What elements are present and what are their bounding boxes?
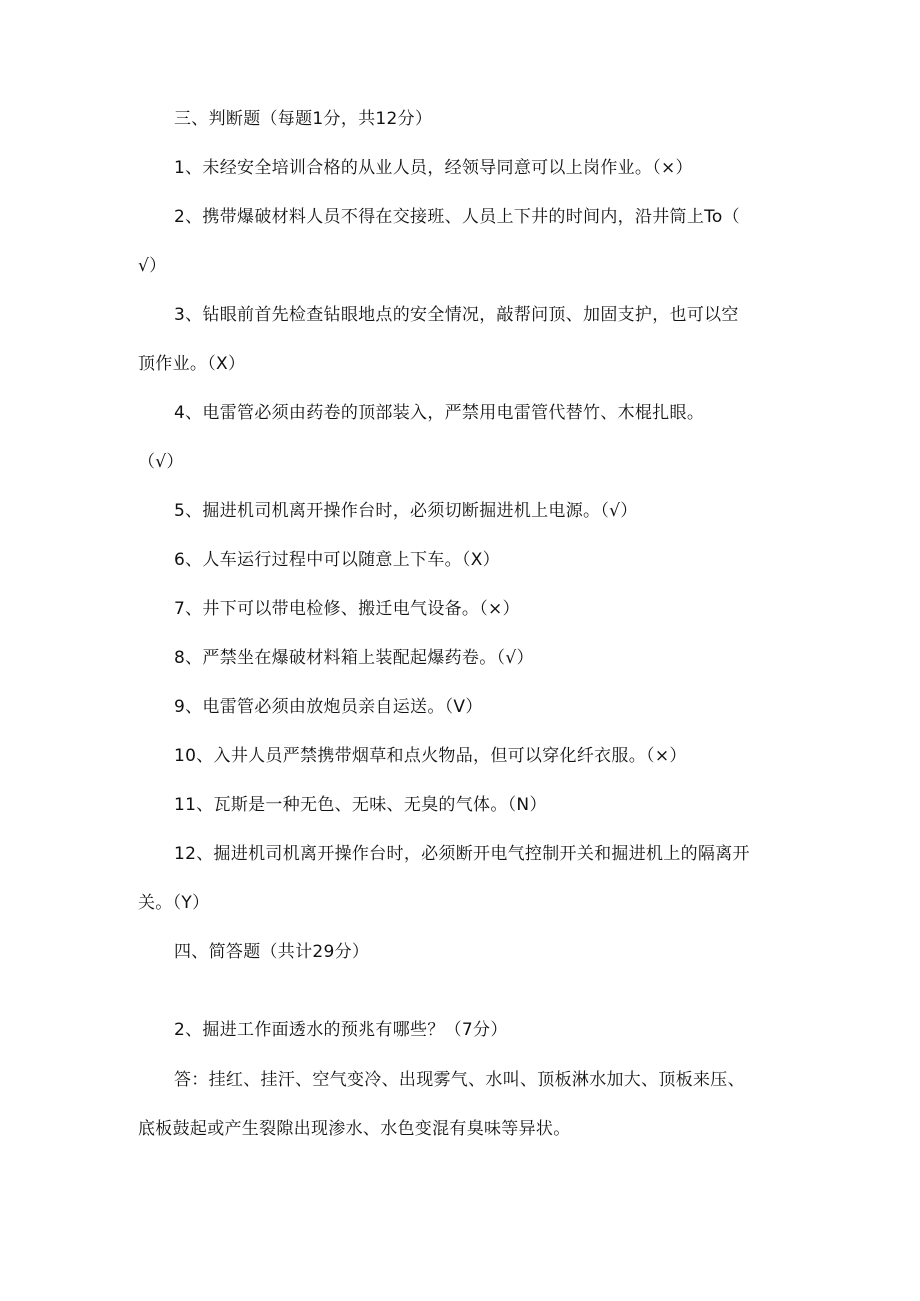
question-2-continuation: √） xyxy=(138,256,167,276)
question-10: 10、入井人员严禁携带烟草和点火物品，但可以穿化纤衣服。（×） xyxy=(174,746,687,766)
question-9: 9、电雷管必须由放炮员亲自运送。（V） xyxy=(174,697,483,717)
short-answer-question-2: 2、掘进工作面透水的预兆有哪些？（7分） xyxy=(174,1020,508,1040)
question-1: 1、未经安全培训合格的从业人员，经领导同意可以上岗作业。（×） xyxy=(174,158,693,178)
section-heading-short-answer: 四、简答题（共计29分） xyxy=(174,942,370,962)
question-11: 11、瓦斯是一种无色、无味、无臭的气体。（N） xyxy=(174,795,547,815)
question-3-continuation: 顶作业。（X） xyxy=(138,354,246,374)
question-5: 5、掘进机司机离开操作台时，必须切断掘进机上电源。（√） xyxy=(174,501,638,521)
question-4: 4、电雷管必须由药卷的顶部装入，严禁用电雷管代替竹、木棍扎眼。 xyxy=(174,403,705,423)
question-2: 2、携带爆破材料人员不得在交接班、人员上下井的时间内，沿井筒上To（ xyxy=(174,207,740,227)
question-8: 8、严禁坐在爆破材料箱上装配起爆药卷。（√） xyxy=(174,648,534,668)
question-12-continuation: 关。（Y） xyxy=(138,893,210,913)
question-6: 6、人车运行过程中可以随意上下车。（X） xyxy=(174,550,500,570)
question-4-continuation: （√） xyxy=(138,452,184,472)
question-7: 7、井下可以带电检修、搬迁电气设备。（×） xyxy=(174,599,520,619)
question-3: 3、钻眼前首先检查钻眼地点的安全情况，敲帮问顶、加固支护，也可以空 xyxy=(174,305,739,325)
answer-text: 答：挂红、挂汗、空气变冷、出现雾气、水叫、顶板淋水加大、顶板来压、 xyxy=(174,1070,745,1090)
question-12: 12、掘进机司机离开操作台时，必须断开电气控制开关和掘进机上的隔离开 xyxy=(174,844,750,864)
answer-text-continuation: 底板鼓起或产生裂隙出现渗水、水色变混有臭味等异状。 xyxy=(138,1119,571,1139)
section-heading-judgment: 三、判断题（每题1分，共12分） xyxy=(174,109,433,129)
